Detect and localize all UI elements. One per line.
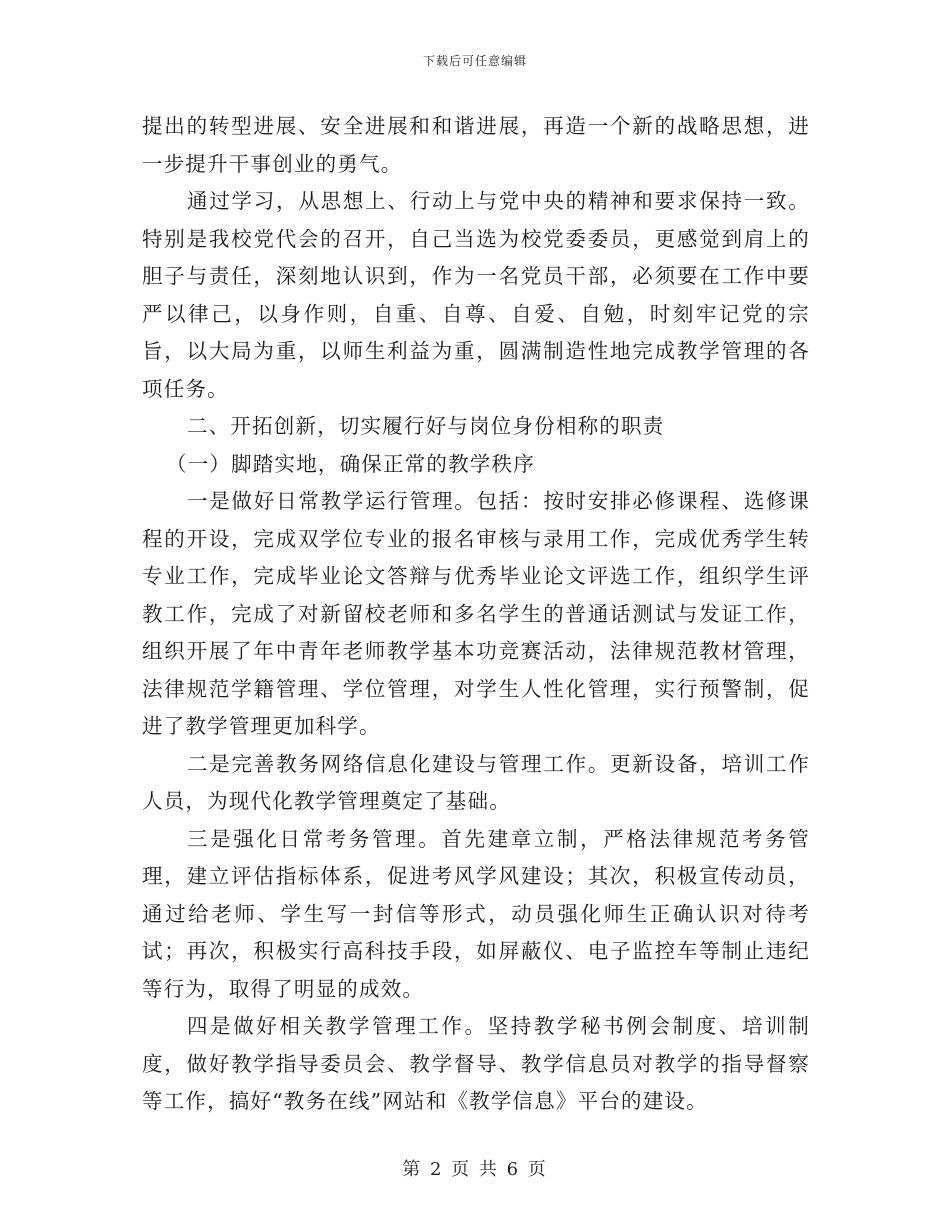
paragraph-item-4: 四是做好相关教学管理工作。坚持教学秘书例会制度、培训制度，做好教学指导委员会、教学督导、教学信息员对教学的指导督察等工作，搞好“教务在线”网站和《教学信息》平台的建设。: [142, 1014, 810, 1113]
paragraph-item-2: 二是完善教务网络信息化建设与管理工作。更新设备，培训工作人员，为现代化教学管理奠定了基础。: [142, 751, 810, 813]
paragraph-study: 通过学习，从思想上、行动上与党中央的精神和要求保持一致。特别是我校党代会的召开，自己当选为校党委委员，更感觉到肩上的胆子与责任，深刻地认识到，作为一名党员干部，必须要在工作中要严以律己，以身作则，自重、自尊、自爱、自勉，时刻牢记党的宗旨，以大局为重，以师生利益为重，圆满制造性地完成教学管理的各项任务。: [142, 189, 810, 401]
paragraph-item-3: 三是强化日常考务管理。首先建章立制，严格法律规范考务管理，建立评估指标体系，促进考风学风建设；其次，积极宣传动员，通过给老师、学生写一封信等形式，动员强化师生正确认识对待考试；再次，积极实行高科技手段，如屏蔽仪、电子监控车等制止违纪等行为，取得了明显的成效。: [142, 826, 810, 1001]
section-heading: 二、开拓创新，切实履行好与岗位身份相称的职责: [187, 414, 665, 438]
page-number: 第 2 页 共 6 页: [402, 1159, 548, 1180]
document-body: [142, 108, 810, 1121]
header-note: 下载后可任意编辑: [422, 54, 527, 68]
subsection-heading: （一）脚踏实地，确保正常的教学秩序: [166, 451, 535, 476]
paragraph-item-1: 一是做好日常教学运行管理。包括：按时安排必修课程、选修课程的开设，完成双学位专业的报名审核与录用工作，完成优秀学生转专业工作，完成毕业论文答辩与优秀毕业论文评选工作，组织学生评教工作，完成了对新留校老师和多名学生的普通话测试与发证工作，组织开展了年中青年老师教学基本功竞赛活动，法律规范教材管理，法律规范学籍管理、学位管理，对学生人性化管理，实行预警制，促进了教学管理更加科学。: [142, 489, 810, 738]
paragraph-continued: 提出的转型进展、安全进展和和谐进展，再造一个新的战略思想，进一步提升干事创业的勇气。: [142, 114, 810, 176]
